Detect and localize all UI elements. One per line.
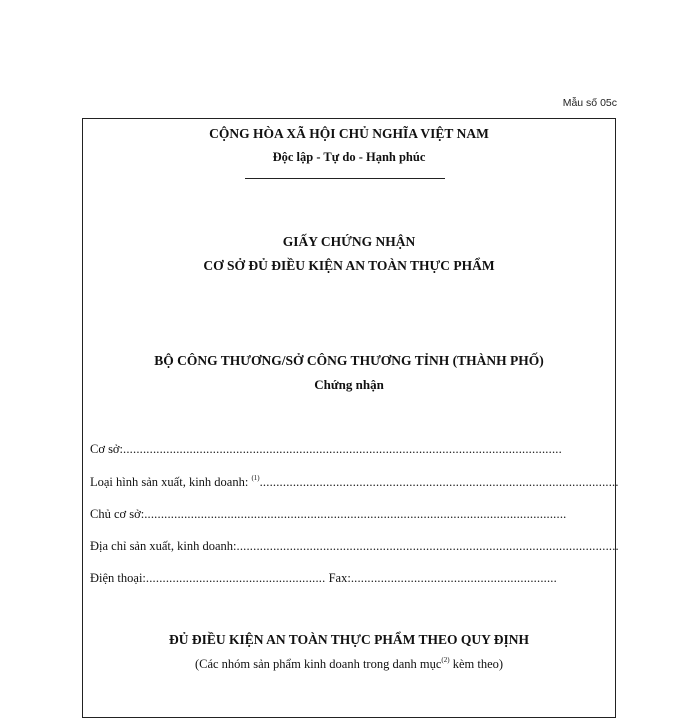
nation-heading: CỘNG HÒA XÃ HỘI CHỦ NGHĨA VIỆT NAM	[209, 126, 489, 141]
certificate-title: GIẤY CHỨNG NHẬN	[282, 234, 416, 249]
certifies-label: Chứng nhận	[314, 377, 384, 392]
facility-dots: ....................................................................................................................................	[123, 442, 562, 456]
owner-field[interactable]	[90, 507, 567, 522]
issuing-authority: BỘ CÔNG THƯƠNG/SỞ CÔNG THƯƠNG TỈNH (THÀNH PHỐ)	[154, 353, 544, 368]
header-divider	[245, 178, 445, 179]
form-code: Mẫu số 05c	[562, 97, 617, 109]
certificate-subtitle: CƠ SỞ ĐỦ ĐIỀU KIỆN AN TOÀN THỰC PHẨM	[203, 258, 495, 273]
business-type-footnote-ref: (1)	[251, 474, 260, 482]
phone-dots: ......................................................	[145, 571, 326, 585]
facility-label: Cơ sở:	[90, 442, 124, 456]
fax-dots: ..............................................................	[350, 571, 557, 585]
note-footnote-ref: (2)	[441, 656, 450, 664]
address-field[interactable]	[90, 539, 619, 554]
business-type-label: Loại hình sản xuất, kinh doanh:	[90, 475, 252, 489]
business-type-dots: ............................................................................................................	[259, 475, 619, 489]
owner-label: Chủ cơ sở:	[90, 507, 145, 521]
contact-field[interactable]	[90, 571, 557, 586]
certificate-frame	[82, 118, 619, 718]
facility-field[interactable]	[90, 442, 562, 457]
note-text-before: (Các nhóm sản phẩm kinh doanh trong danh mục	[194, 657, 442, 671]
phone-label: Điện thoại:	[90, 571, 146, 585]
fax-label: Fax:	[325, 571, 351, 585]
note-text-after: kèm theo)	[449, 657, 504, 671]
address-label: Địa chỉ sản xuất, kinh doanh:	[90, 539, 237, 553]
address-dots: ...................................................................................................................	[236, 539, 619, 553]
product-list-note	[83, 656, 615, 672]
eligibility-statement: ĐỦ ĐIỀU KIỆN AN TOÀN THỰC PHẨM THEO QUY ĐỊNH	[169, 632, 529, 647]
motto: Độc lập - Tự do - Hạnh phúc	[272, 150, 426, 164]
owner-dots: ...............................................................................................................................	[144, 507, 567, 521]
business-type-field[interactable]	[90, 474, 619, 490]
